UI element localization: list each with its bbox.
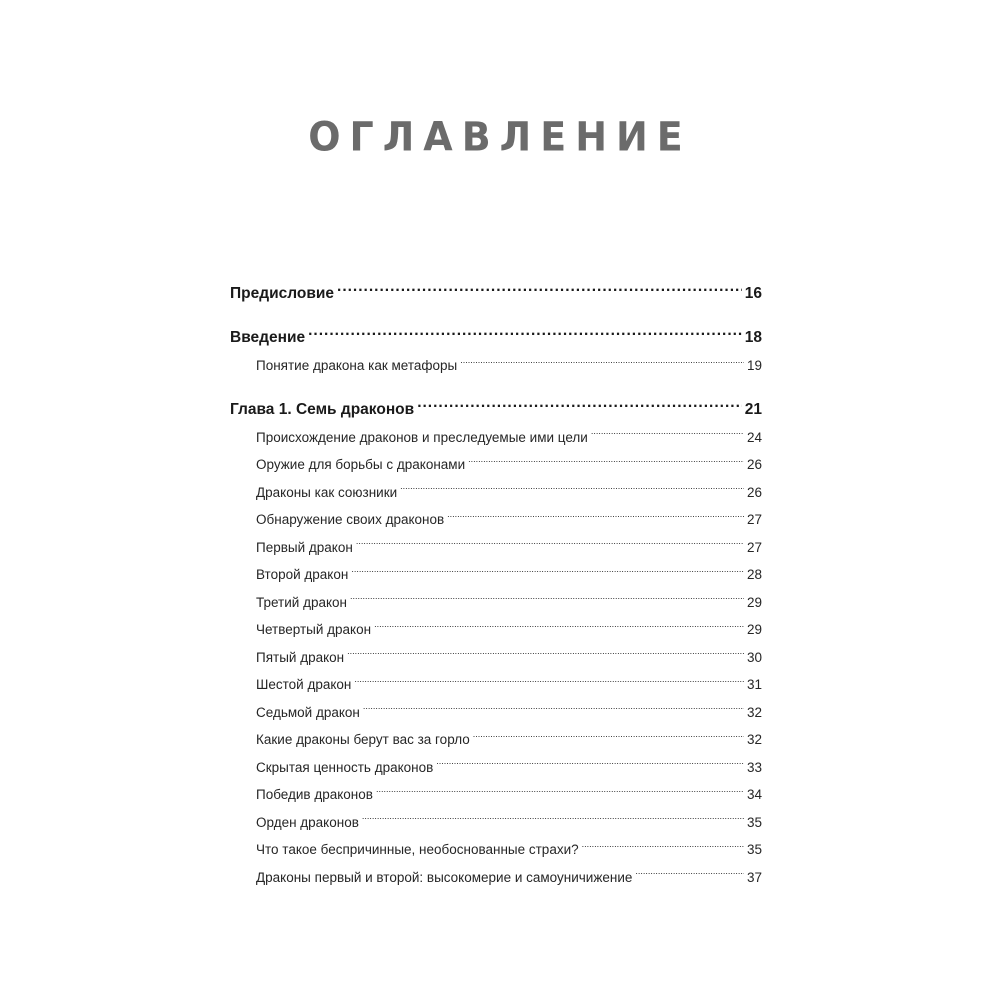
dot-leader	[376, 786, 744, 800]
toc-entry-page: 34	[746, 787, 762, 802]
dot-leader	[354, 676, 744, 690]
toc-entry-label: Орден драконов	[256, 814, 359, 830]
toc-subentry[interactable]	[256, 671, 762, 699]
toc-entry-page: 29	[746, 594, 762, 610]
table-of-contents	[230, 280, 762, 891]
toc-subentry[interactable]	[256, 699, 762, 727]
toc-subentry[interactable]	[256, 616, 762, 644]
toc-entry-label: Что такое беспричинные, необоснованные страхи?	[256, 842, 579, 857]
toc-subentry[interactable]	[256, 781, 762, 809]
toc-entry-label: Драконы первый и второй: высокомерие и самоуничижение	[256, 869, 633, 885]
toc-entry-label: Понятие дракона как метафоры	[256, 358, 458, 373]
toc-subentry[interactable]	[256, 352, 762, 380]
toc-entry-label: Предисловие	[230, 285, 335, 302]
page-title: ОГЛАВЛЕНИЕ	[308, 113, 692, 161]
dot-leader	[347, 648, 744, 662]
toc-subentry[interactable]	[256, 754, 762, 782]
dot-leader	[363, 703, 744, 717]
toc-entry-page: 26	[746, 484, 762, 500]
toc-subentry[interactable]	[256, 864, 762, 892]
toc-entry-page: 19	[746, 358, 762, 373]
toc-entry-label: Какие драконы берут вас за горло	[256, 732, 470, 747]
dot-leader	[356, 538, 744, 552]
toc-subentry[interactable]	[256, 479, 762, 507]
toc-entry-page: 27	[746, 512, 762, 527]
dot-leader	[351, 566, 744, 580]
toc-entry-page: 35	[746, 814, 762, 830]
toc-entry-page: 30	[746, 649, 762, 665]
toc-entry-label: Введение	[230, 329, 306, 346]
toc-entry-page: 29	[746, 622, 762, 637]
toc-entry-label: Первый дракон	[256, 539, 353, 555]
toc-subentry[interactable]	[256, 836, 762, 864]
toc-entry-page: 26	[746, 457, 762, 472]
toc-entry-page: 24	[746, 429, 762, 445]
dot-leader	[362, 813, 744, 827]
toc-subentry[interactable]	[256, 809, 762, 837]
dot-leader	[308, 327, 742, 343]
dot-leader	[468, 456, 744, 470]
toc-entry-page: 21	[744, 400, 762, 418]
toc-entry-page: 37	[746, 869, 762, 885]
dot-leader	[591, 428, 744, 442]
toc-entry-label: Пятый дракон	[256, 649, 345, 665]
toc-entry-label: Шестой дракон	[256, 677, 352, 692]
toc-subentry[interactable]	[256, 589, 762, 617]
dot-leader	[460, 357, 744, 371]
dot-leader	[350, 593, 744, 607]
toc-entry-page: 28	[746, 567, 762, 582]
toc-entry-label: Обнаружение своих драконов	[256, 512, 445, 527]
toc-entry-preface[interactable]	[230, 280, 762, 308]
toc-entry-label: Седьмой дракон	[256, 704, 360, 720]
toc-entry-label: Третий дракон	[256, 594, 347, 610]
toc-entry-page: 35	[746, 842, 762, 857]
toc-entry-page: 33	[746, 759, 762, 775]
toc-subentry[interactable]	[256, 451, 762, 479]
toc-entry-page: 27	[746, 539, 762, 555]
dot-leader	[374, 621, 744, 635]
toc-subentry[interactable]	[256, 506, 762, 534]
toc-entry-label: Победив драконов	[256, 787, 373, 802]
dot-leader	[447, 511, 744, 525]
toc-subentry[interactable]	[256, 561, 762, 589]
toc-entry-page: 31	[746, 677, 762, 692]
toc-entry-page: 32	[746, 732, 762, 747]
toc-subentry[interactable]	[256, 644, 762, 672]
dot-leader	[582, 841, 744, 855]
toc-entry-label: Четвертый дракон	[256, 622, 372, 637]
toc-entry-label: Второй дракон	[256, 567, 349, 582]
dot-leader	[635, 868, 744, 882]
dot-leader	[417, 398, 742, 414]
toc-subentry[interactable]	[256, 534, 762, 562]
toc-entry-label: Драконы как союзники	[256, 484, 398, 500]
toc-entry-page: 18	[744, 329, 762, 346]
dot-leader	[400, 483, 744, 497]
toc-entry-label: Оружие для борьбы с драконами	[256, 457, 466, 472]
toc-entry-label: Глава 1. Семь драконов	[230, 400, 415, 418]
toc-entry-page: 32	[746, 704, 762, 720]
dot-leader	[337, 283, 742, 299]
dot-leader	[436, 758, 744, 772]
dot-leader	[473, 731, 744, 745]
toc-entry-page: 16	[744, 285, 762, 302]
toc-entry-chapter-1[interactable]	[230, 396, 762, 424]
toc-subentry[interactable]	[256, 726, 762, 754]
toc-entry-label: Происхождение драконов и преследуемые ими цели	[256, 429, 588, 445]
toc-entry-label: Скрытая ценность драконов	[256, 759, 434, 775]
toc-entry-intro[interactable]	[230, 324, 762, 352]
toc-subentry[interactable]	[256, 424, 762, 452]
